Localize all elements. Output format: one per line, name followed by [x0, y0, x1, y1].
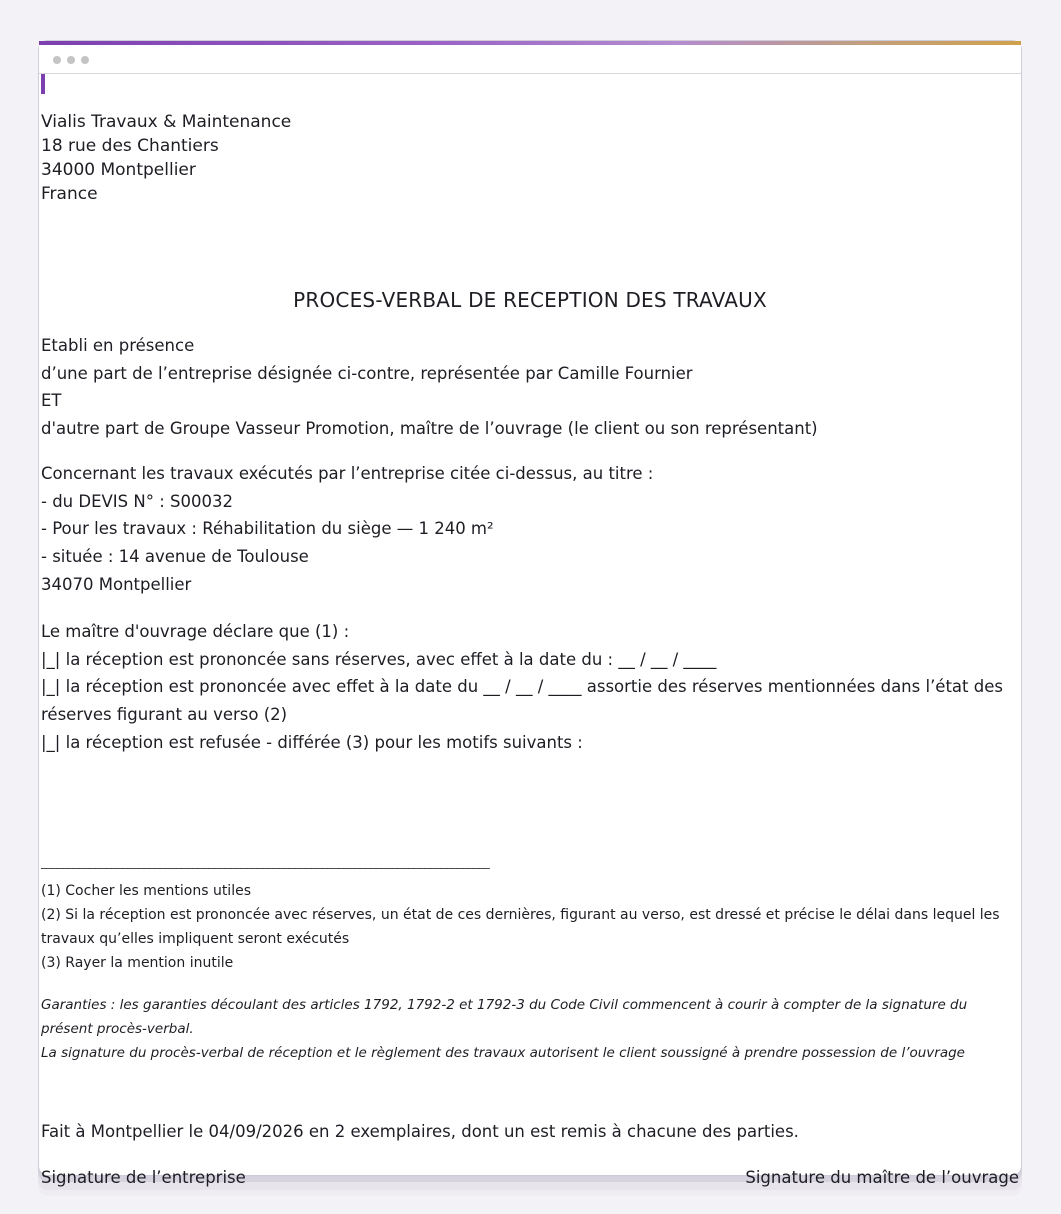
company-street: 18 rue des Chantiers	[41, 136, 219, 156]
works-site: - située : 14 avenue de Toulouse	[41, 547, 309, 567]
works-site-city: 34070 Montpellier	[41, 574, 192, 594]
guarantees-section	[41, 993, 1017, 1065]
separator-rule: ___________________________________________________________________________________	[41, 855, 490, 869]
works-devis: - du DEVIS N° : S00032	[41, 491, 233, 511]
window-dot-icon[interactable]	[81, 56, 89, 64]
client-signature-label: Signature du maître de l’ouvrage	[745, 1168, 1019, 1187]
company-signature-label: Signature de l’entreprise	[41, 1168, 246, 1187]
parties-line: Etabli en présence	[41, 336, 195, 355]
works-description: - Pour les travaux : Réhabilitation du siège — 1 240 m²	[41, 519, 494, 539]
company-logo-mark	[41, 74, 45, 94]
company-city: 34000 Montpellier	[41, 160, 196, 180]
footnote: (2) Si la réception est prononcée avec réserves, un état de ces dernières, figurant au verso, est dressé et précise le délai dans lequel les travaux qu’elles impliquent seront exécutés	[41, 907, 1000, 947]
declaration-option: |_| la réception est prononcée avec effet à la date du __ / __ / ____ assortie des réserves mentionnées dans l’état des réserves figurant au verso (2)	[41, 677, 1003, 725]
guarantee-text: Garanties : les garanties découlant des articles 1792, 1792-2 et 1792-3 du Code Civil commencent à courir à compter de la signature du présent procès-verbal.	[41, 997, 968, 1037]
works-intro: Concernant les travaux exécutés par l’entreprise citée ci-dessus, au titre :	[41, 464, 654, 483]
parties-line: ET	[41, 391, 62, 411]
parties-line: d'autre part de Groupe Vasseur Promotion, maître de l’ouvrage (le client ou son représentant)	[41, 419, 818, 439]
footnote: (3) Rayer la mention inutile	[41, 955, 234, 971]
declaration-intro: Le maître d'ouvrage déclare que (1) :	[41, 622, 350, 641]
company-address	[41, 110, 291, 206]
parties-line: d’une part de l’entreprise désignée ci-contre, représentée par Camille Fournier	[41, 363, 693, 383]
parties-section	[41, 332, 1017, 443]
company-country: France	[41, 184, 98, 204]
declaration-section	[41, 618, 1017, 757]
document-page	[41, 74, 1019, 1187]
declaration-option: |_| la réception est prononcée sans réserves, avec effet à la date du : __ / __ / ____	[41, 649, 717, 669]
works-section	[41, 460, 1017, 599]
company-name: Vialis Travaux & Maintenance	[41, 112, 292, 132]
window-dot-icon[interactable]	[53, 56, 61, 64]
declaration-option: |_| la réception est refusée - différée (3) pour les motifs suivants :	[41, 732, 583, 752]
document-title: PROCES-VERBAL DE RECEPTION DES TRAVAUX	[293, 288, 767, 312]
document-window	[38, 40, 1022, 1187]
footnotes	[41, 879, 1017, 975]
window-dot-icon[interactable]	[67, 56, 75, 64]
guarantee-text: La signature du procès-verbal de réception et le règlement des travaux autorisent le client soussigné à prendre possession de l’ouvrage	[41, 1045, 965, 1061]
fait-statement: Fait à Montpellier le 04/09/2026 en 2 exemplaires, dont un est remis à chacune des parties.	[41, 1122, 799, 1141]
window-titlebar	[39, 45, 1021, 74]
footnote: (1) Cocher les mentions utiles	[41, 883, 251, 899]
